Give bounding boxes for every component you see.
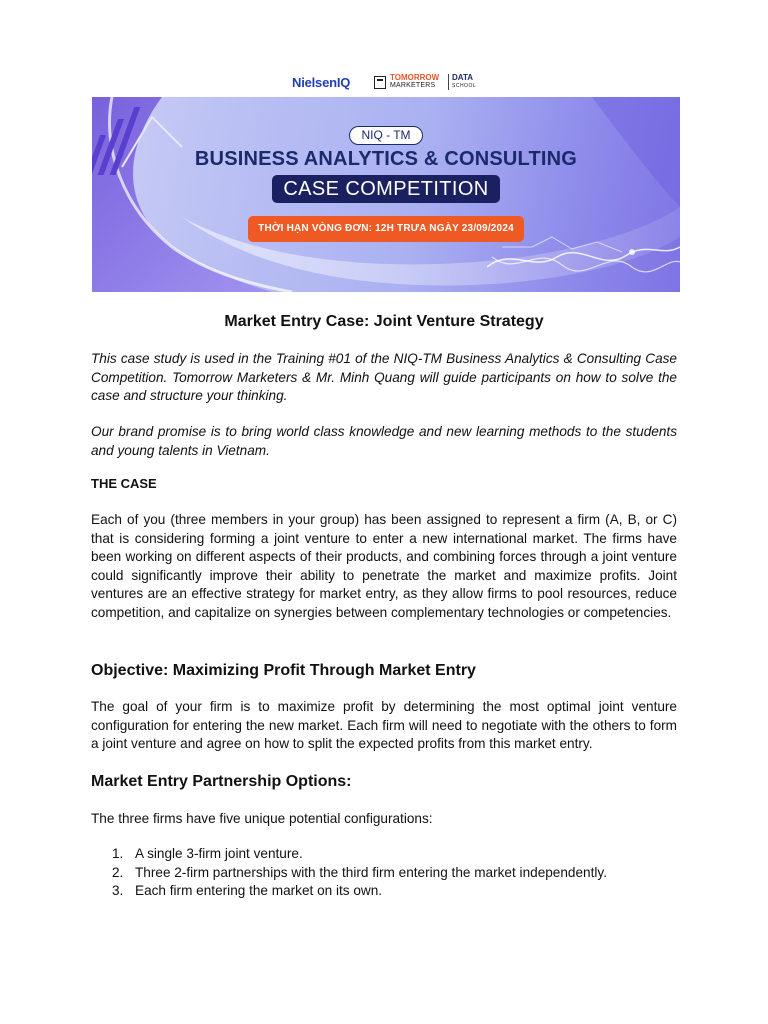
list-item-number: 3. — [112, 883, 124, 899]
list-item-text: A single 3-firm joint venture. — [135, 846, 303, 861]
options-list — [91, 845, 677, 901]
logo-strip — [92, 68, 680, 97]
banner-hero — [92, 97, 680, 292]
list-item — [91, 845, 677, 864]
data-school-logo-bottom: SCHOOL — [452, 83, 477, 89]
list-item-text: Three 2-firm partnerships with the third firm entering the market independently. — [135, 864, 607, 880]
banner-title: BUSINESS ANALYTICS & CONSULTING — [194, 148, 578, 170]
intro-paragraph: This case study is used in the Training #01 of the NIQ-TM Business Analytics & Consulting Case Competition. Tomorrow Marketers & Mr. Minh Quang will guide participants on how to solve the case and structure your thinking. — [91, 351, 677, 404]
banner-subtitle: CASE COMPETITION — [272, 175, 500, 203]
list-item-number: 2. — [112, 864, 124, 880]
deadline-badge: THỜI HẠN VÒNG ĐƠN: 12H TRƯA NGÀY 23/09/2024 — [248, 216, 524, 242]
document-title: Market Entry Case: Joint Venture Strategy — [224, 313, 544, 330]
tomorrow-marketers-logo-icon — [374, 76, 386, 89]
case-section-label: THE CASE — [91, 476, 157, 491]
niq-tm-pill: NIQ - TM — [349, 126, 423, 145]
list-item-text: Each firm entering the market on its own. — [135, 883, 383, 899]
tomorrow-marketers-logo-top: TOMORROW — [390, 73, 440, 82]
case-body-paragraph: Each of you (three members in your group) has been assigned to represent a firm (A, B, or C) that is considering forming a joint venture to enter a new international market. The firms have been working on different aspects of their products, and combining forces through a joint venture could significantly improve their ability to penetrate the market and maximize profits. Joint ventures are an effective strategy for market entry, as they allow firms to pool resources, reduce competition, and capitalize on synergies between complementary technologies or competencies. — [91, 512, 677, 620]
data-school-logo-top: DATA — [452, 73, 474, 82]
logo-divider — [448, 74, 449, 90]
objective-paragraph: The goal of your firm is to maximize profit by determining the most optimal joint venture configuration for entering the new market. Each firm will need to negotiate with the others to form a joint venture and agree on how to split the expected profits from this market entry. — [91, 699, 677, 752]
brand-promise-paragraph: Our brand promise is to bring world class knowledge and new learning methods to the students and young talents in Vietnam. — [91, 424, 677, 458]
list-item-number: 1. — [112, 846, 124, 861]
competition-banner — [92, 68, 680, 292]
tomorrow-marketers-logo-bottom: MARKETERS — [390, 82, 436, 89]
options-intro-paragraph: The three firms have five unique potential configurations: — [91, 811, 433, 826]
nielseniq-logo: NielsenIQ — [292, 75, 351, 90]
list-item — [91, 864, 677, 883]
options-heading: Market Entry Partnership Options: — [91, 773, 352, 790]
objective-heading: Objective: Maximizing Profit Through Market Entry — [91, 662, 476, 679]
list-item — [91, 882, 677, 901]
